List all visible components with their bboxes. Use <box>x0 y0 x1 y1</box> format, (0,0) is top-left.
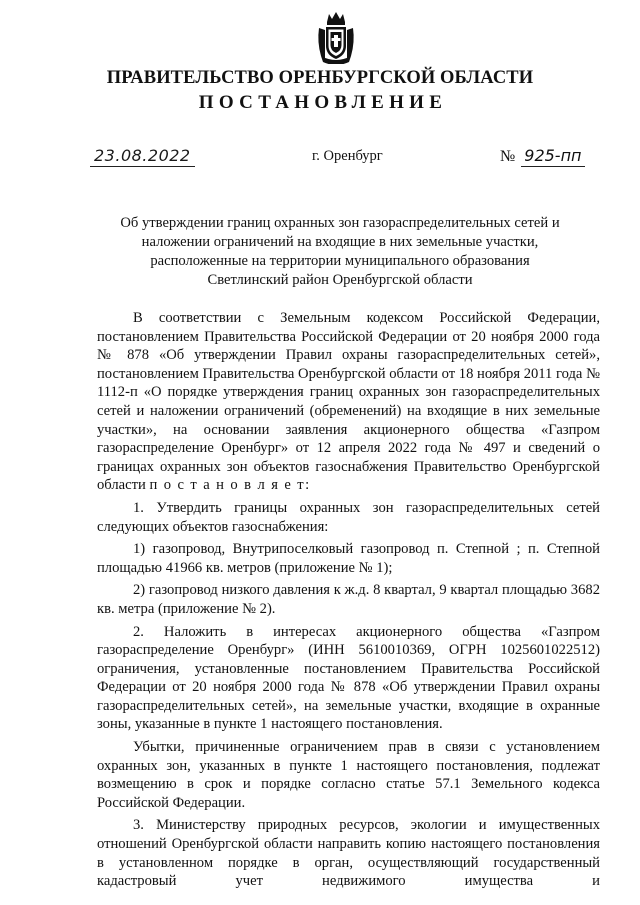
subject-line: наложении ограничений на входящие в них земельные участки, <box>141 234 539 250</box>
clause-1: 1. Утвердить границы охранных зон газораспределительных сетей следующих объектов газоснабжения: <box>97 499 600 535</box>
resolves-word: п о с т а н о в л я е т: <box>149 477 311 494</box>
subject-line: Светлинский район Оренбургской области <box>207 272 473 288</box>
subject-line: расположенные на территории муниципального образования <box>150 253 530 269</box>
document-number-block <box>500 146 585 166</box>
document-date: 23.08.2022 <box>90 146 195 167</box>
preamble-paragraph <box>97 309 600 495</box>
document-type-heading: ПОСТАНОВЛЕНИЕ <box>198 92 448 113</box>
document-meta-row <box>0 146 640 172</box>
orenburg-coat-of-arms-icon <box>315 12 357 64</box>
number-sign: № <box>500 148 516 165</box>
clause-1-item-1: 1) газопровод, Внутрипоселковый газопровод п. Степной ; п. Степной площадью 41966 кв. метров (приложение № 1); <box>97 541 600 576</box>
document-number: 925-пп <box>521 146 584 167</box>
document-body <box>97 309 600 891</box>
document-city: г. Оренбург <box>312 148 383 164</box>
document-subject <box>90 214 590 290</box>
subject-line: Об утверждении границ охранных зон газораспределительных сетей и <box>120 215 560 231</box>
clause-1-item-2: 2) газопровод низкого давления к ж.д. 8 квартал, 9 квартал площадью 3682 кв. метра (приложение № 2). <box>97 582 600 617</box>
clause-2: 2. Наложить в интересах акционерного общества «Газпром газораспределение Оренбург» (ИНН 5610010369, ОГРН 1025601022512) ограничения, установленные постановлением Правительства Российской Федерации от 20 ноября 2000 года № 878 «Об утверждении Правил охраны газораспределительных сетей», на земельные участки, входящие в охранные зоны, указанные в пункте 1 настоящего постановления. <box>97 623 600 733</box>
clause-3: 3. Министерству природных ресурсов, экологии и имущественных отношений Оренбургской области направить копию настоящего постановления в установленном порядке в орган, осуществляющий государственный кадастровый учет недвижимого имущества и <box>97 817 600 890</box>
clause-2-losses: Убытки, причиненные ограничением прав в связи с установлением охранных зон, указанных в пункте 1 настоящего постановления, подлежат возмещению в срок и порядке согласно статье 57.1 Земельного кодекса Российской Федерации. <box>97 739 600 811</box>
government-name: ПРАВИТЕЛЬСТВО ОРЕНБУРГСКОЙ ОБЛАСТИ <box>106 68 534 88</box>
preamble-text: В соответствии с Земельным кодексом Российской Федерации, постановлением Правительства Российской Федерации от 20 ноября 2000 года № 878 «Об утверждении Правил охраны газораспределительных сетей», постановлением Правительства Оренбургской области от 18 ноября 2011 года № 1112-п «О порядке утверждения границ охранных зон газораспределительных сетей и наложении ограничений (обременений) на входящие в них земельные участки», на основании заявления акционерного общества «Газпром газораспределение Оренбург» от 12 апреля 2022 года № 497 и сведений о границах охранных зон объектов газоснабжения Правительство Оренбургской области <box>97 310 600 494</box>
